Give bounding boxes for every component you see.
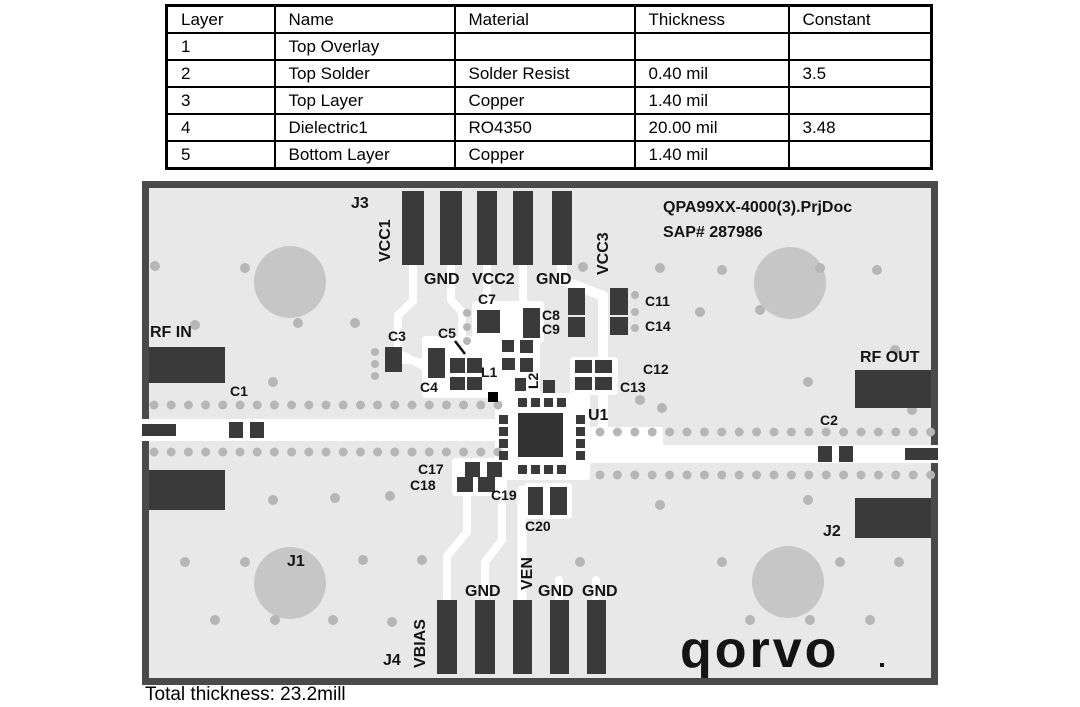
pcb-layout: [142, 181, 938, 685]
label-gnd-bottom-3: GND: [582, 583, 618, 600]
stackup-header-row: [167, 6, 932, 34]
label-rf-in: RF IN: [150, 324, 192, 341]
label-vcc1: VCC1: [377, 219, 394, 262]
label-gnd-bottom-2: GND: [538, 583, 574, 600]
cell-thickness: 1.40 mil: [635, 141, 789, 169]
cell-constant: [789, 87, 932, 114]
cell-material: Copper: [455, 87, 635, 114]
label-c18: C18: [410, 477, 436, 493]
label-c12: C12: [643, 361, 669, 377]
stackup-table: [165, 4, 933, 170]
cell-constant: 3.5: [789, 60, 932, 87]
cell-name: Top Solder: [275, 60, 455, 87]
label-j2: J2: [823, 523, 841, 540]
cell-layer: 4: [167, 114, 275, 141]
col-header-material: Material: [455, 6, 635, 34]
col-header-constant: Constant: [789, 6, 932, 34]
cell-constant: [789, 33, 932, 60]
label-ven: VEN: [519, 557, 536, 590]
cell-layer: 1: [167, 33, 275, 60]
stackup-row: [167, 87, 932, 114]
cell-name: Bottom Layer: [275, 141, 455, 169]
label-c8: C8: [542, 307, 560, 323]
label-vbias: VBIAS: [412, 619, 429, 668]
label-gnd-top-left: GND: [424, 271, 460, 288]
stackup-row: [167, 114, 932, 141]
label-gnd-bottom-1: GND: [465, 583, 501, 600]
label-c2: C2: [820, 412, 838, 428]
label-c3: C3: [388, 328, 406, 344]
qorvo-logo-text: qorvo: [680, 621, 840, 679]
cell-material: Copper: [455, 141, 635, 169]
label-c7: C7: [478, 291, 496, 307]
cell-thickness: 20.00 mil: [635, 114, 789, 141]
label-j3: J3: [351, 195, 369, 212]
cell-constant: [789, 141, 932, 169]
label-j4: J4: [383, 652, 401, 669]
label-j1: J1: [287, 553, 305, 570]
label-c14: C14: [645, 318, 671, 334]
label-c4: C4: [420, 379, 438, 395]
label-c9: C9: [542, 321, 560, 337]
cell-thickness: 0.40 mil: [635, 60, 789, 87]
label-c11: C11: [645, 293, 670, 309]
cell-material: [455, 33, 635, 60]
cell-layer: 3: [167, 87, 275, 114]
label-c13: C13: [620, 379, 646, 395]
cell-name: Top Layer: [275, 87, 455, 114]
col-header-name: Name: [275, 6, 455, 34]
col-header-layer: Layer: [167, 6, 275, 34]
stackup-row: [167, 60, 932, 87]
label-u1: U1: [588, 407, 609, 424]
total-thickness-caption: Total thickness: 23.2mill: [145, 684, 346, 705]
cell-constant: 3.48: [789, 114, 932, 141]
stackup-row: [167, 141, 932, 169]
label-c17: C17: [418, 461, 444, 477]
label-l1: L1: [481, 364, 498, 380]
cell-layer: 5: [167, 141, 275, 169]
doc-name: QPA99XX-4000(3).PrjDoc: [663, 199, 853, 216]
label-c20: C20: [525, 518, 551, 534]
label-vcc3: VCC3: [595, 232, 612, 275]
cell-name: Top Overlay: [275, 33, 455, 60]
label-c5: C5: [438, 325, 456, 341]
label-gnd-top-right: GND: [536, 271, 572, 288]
cell-material: RO4350: [455, 114, 635, 141]
cell-material: Solder Resist: [455, 60, 635, 87]
stackup-row: [167, 33, 932, 60]
sap-number: SAP# 287986: [663, 224, 763, 241]
label-c19: C19: [491, 487, 517, 503]
col-header-thickness: Thickness: [635, 6, 789, 34]
label-l2: L2: [525, 372, 541, 389]
cell-name: Dielectric1: [275, 114, 455, 141]
label-c1: C1: [230, 383, 248, 399]
label-rf-out: RF OUT: [860, 349, 920, 366]
cell-thickness: 1.40 mil: [635, 87, 789, 114]
cell-layer: 2: [167, 60, 275, 87]
cell-thickness: [635, 33, 789, 60]
label-vcc2: VCC2: [472, 271, 515, 288]
trademark-mark: [880, 663, 884, 667]
